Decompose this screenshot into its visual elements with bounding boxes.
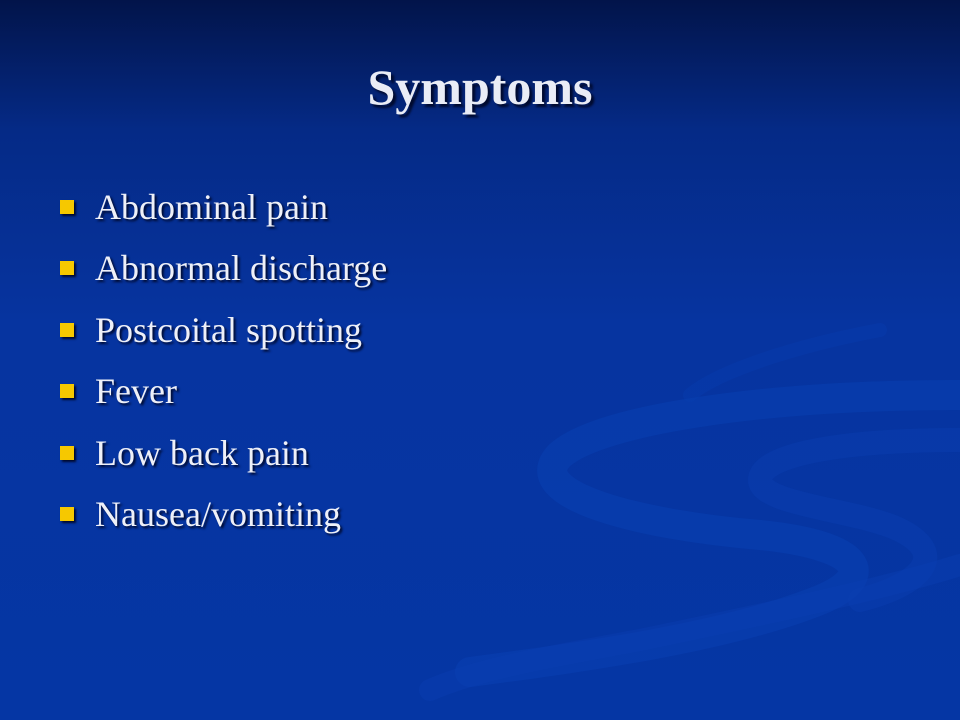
list-item <box>60 484 387 546</box>
list-item <box>60 176 387 238</box>
yellow-square-bullet-icon <box>60 446 74 460</box>
yellow-square-bullet-icon <box>60 200 74 214</box>
bullet-text: Abdominal pain <box>95 186 328 227</box>
yellow-square-bullet-icon <box>60 323 74 337</box>
bullet-text: Low back pain <box>95 432 309 473</box>
slide-title: Symptoms <box>367 59 593 115</box>
list-item <box>60 299 387 361</box>
bullet-text: Abnormal discharge <box>95 248 388 289</box>
symptom-list <box>60 176 387 545</box>
bullet-text: Nausea/vomiting <box>95 494 341 535</box>
list-item <box>60 238 387 300</box>
list-item <box>60 361 387 423</box>
list-item <box>60 422 387 484</box>
yellow-square-bullet-icon <box>60 261 74 275</box>
yellow-square-bullet-icon <box>60 507 74 521</box>
yellow-square-bullet-icon <box>60 384 74 398</box>
bullet-text: Postcoital spotting <box>95 309 363 350</box>
bullet-text: Fever <box>95 371 177 412</box>
